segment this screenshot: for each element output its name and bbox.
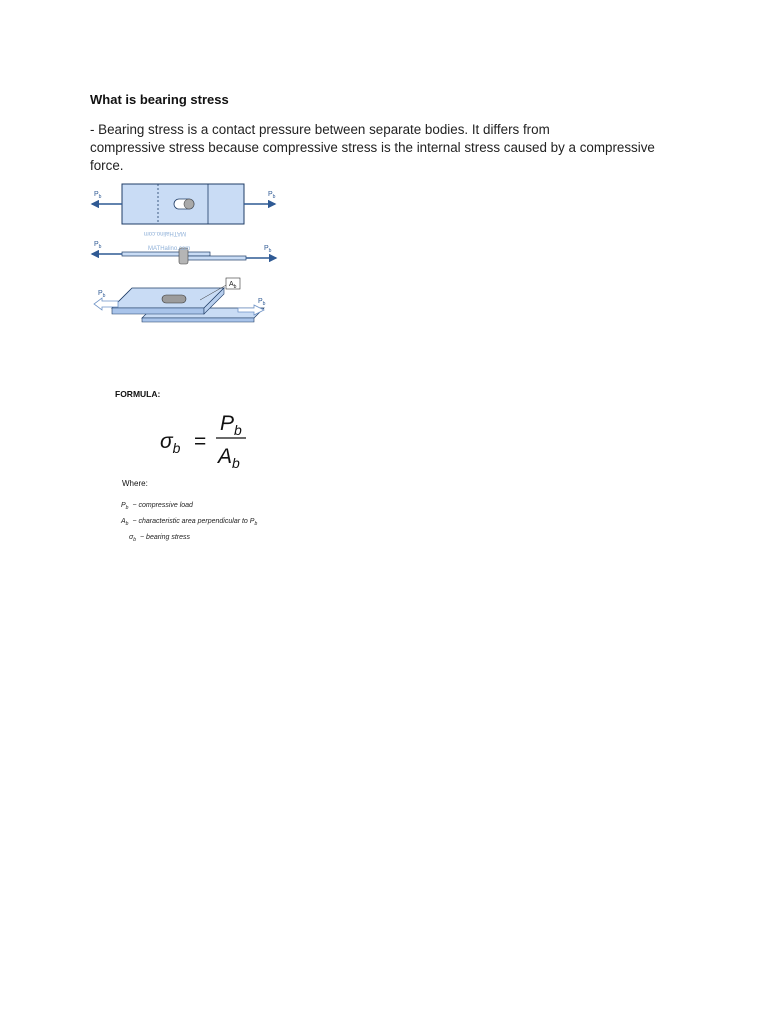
watermark-mirrored: MATHalino.com [143,230,186,236]
formula-label: FORMULA: [115,389,161,399]
bearing-stress-diagram [88,180,288,330]
where-label: Where: [122,479,148,488]
formula-image [110,380,310,550]
equation-denominator: $A_b$ [218,445,240,471]
load-label-right: $P_b$ [268,191,276,200]
watermark: MATHalino.com [148,246,191,252]
area-label: $A_b$ [229,281,237,290]
paragraph-line: force. [90,158,124,173]
body-paragraph [90,121,690,175]
section-heading: What is bearing stress [90,92,229,107]
definition-item: $\sigma_b$ − bearing stress [129,534,191,543]
load-label-right: $P_b$ [264,245,272,254]
isometric-view-diagram [94,278,266,322]
equation-numerator: $P_b$ [220,412,242,438]
equation-lhs: $\sigma_b$ [160,430,181,456]
definition-item: $P_b$ − compressive load [121,502,193,511]
load-label-left: $P_b$ [94,191,102,200]
bearing-stress-equation [160,412,246,471]
load-label-right: $P_b$ [258,298,266,307]
equation-equals: = [194,430,207,453]
definitions-list [120,502,257,543]
top-view-diagram [92,184,276,236]
definition-item: $A_b$ − characteristic area perpendicular to $P_b$ [121,518,258,527]
load-label-left: $P_b$ [94,241,102,250]
side-view-diagram [92,241,276,264]
paragraph-line: - Bearing stress is a contact pressure between separate bodies. It differs from [90,122,550,137]
load-label-left: $P_b$ [98,290,106,299]
paragraph-line: compressive stress because compressive stress is the internal stress caused by a compressive [90,140,655,155]
